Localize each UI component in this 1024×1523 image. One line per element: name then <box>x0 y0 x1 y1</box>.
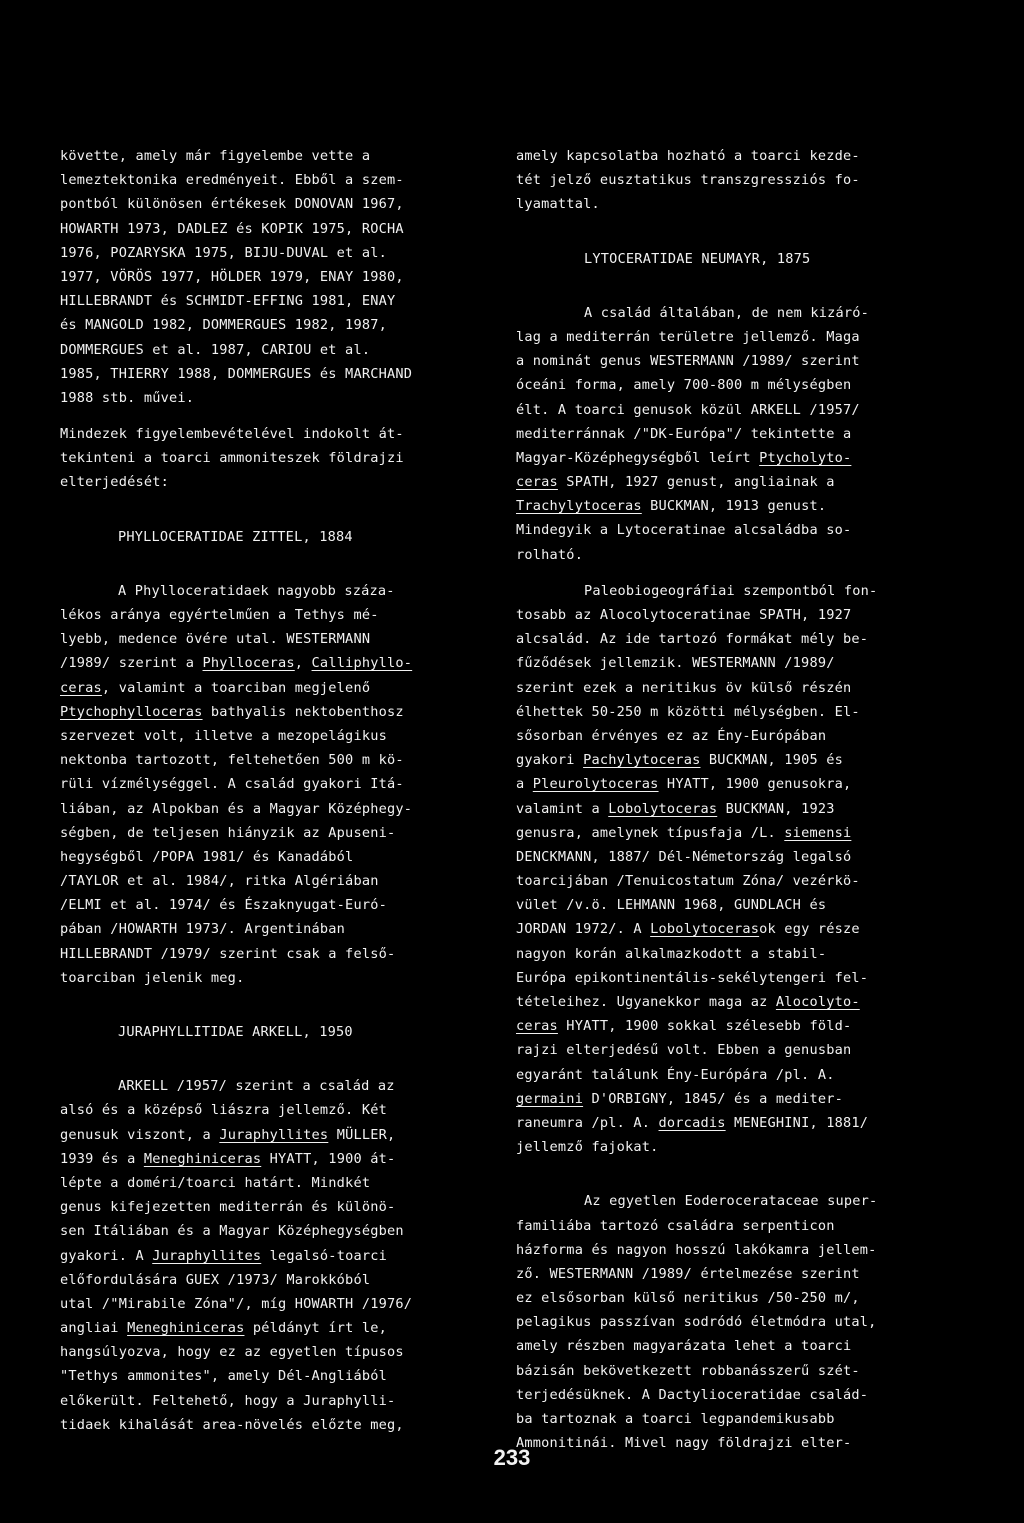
paragraph-lytoceratidae <box>516 301 956 567</box>
text-run: D'ORBIGNY, 1845/ és a mediter- <box>583 1090 843 1107</box>
text-line: mediterránnak /"DK-Európa"/ tekintette a <box>516 425 852 442</box>
spacer <box>60 410 490 422</box>
text-line <box>60 1316 490 1340</box>
text-line <box>516 748 956 772</box>
text-line: sen Itáliában és a Magyar Középhegységben <box>60 1223 404 1240</box>
text-line: élt. A toarci genusok közül ARKELL /1957/ <box>516 401 860 418</box>
text-line: rajzi elterjedésű volt. Ebben a genusban <box>516 1042 852 1059</box>
text-run: Magyar-Középhegységből leírt <box>516 449 760 466</box>
text-run: MÜLLER, <box>328 1126 396 1143</box>
genus-name: ceras <box>516 1018 558 1035</box>
paragraph-overview <box>60 422 490 495</box>
text-line: szervezet volt, illetve a mezopelágikus <box>60 727 387 744</box>
left-column <box>60 144 490 1437</box>
text-run: genusuk viszont, a <box>60 1126 220 1143</box>
text-line: amely kapcsolatba hozható a toarci kezde- <box>516 148 860 164</box>
text-run: gyakori. A <box>60 1247 153 1264</box>
text-line <box>60 1147 490 1171</box>
text-line: amely részben magyarázata lehet a toarci <box>516 1338 852 1355</box>
genus-name: Lobolytoceras <box>650 921 760 938</box>
text-run: valamint a <box>516 800 609 817</box>
text-line: jellemző fajokat. <box>516 1139 659 1156</box>
text-line: és MANGOLD 1982, DOMMERGUES 1982, 1987, <box>60 317 387 334</box>
genus-name: Alocolyto- <box>775 994 860 1010</box>
text-line: toarcijában /Tenuicostatum Zóna/ vezérkö- <box>516 873 860 890</box>
text-run: BUCKMAN, 1913 genust. <box>641 498 827 515</box>
text-line: Mindegyik a Lytoceratinae alcsaládba so- <box>516 522 852 539</box>
text-run: JORDAN 1972/. A <box>516 921 651 938</box>
text-run: legalsó-toarci <box>261 1247 387 1264</box>
text-line: ba tartoznak a toarci legpandemikusabb <box>516 1411 835 1427</box>
text-line: 1977, VÖRÖS 1977, HÖLDER 1979, ENAY 1980, <box>60 268 404 285</box>
text-line: tekinteni a toarci ammoniteszek földrajzi <box>60 450 404 467</box>
genus-name: Lobolytoceras <box>608 800 718 817</box>
text-line: alsó és a középső liászra jellemző. Két <box>60 1102 387 1119</box>
text-run: MENEGHINI, 1881/ <box>725 1114 869 1131</box>
text-run: példányt írt le, <box>244 1320 387 1337</box>
text-line: lyamattal. <box>516 196 600 213</box>
text-line: pontból különösen értékesek DONOVAN 1967, <box>60 196 404 213</box>
text-run: gyakori <box>516 752 584 769</box>
text-line: egyaránt találunk Ény-Európára /pl. A. <box>516 1066 835 1083</box>
text-line: A Phylloceratidaek nagyobb száza- <box>118 582 395 599</box>
text-run: BUCKMAN, 1905 és <box>700 752 843 769</box>
text-line <box>60 651 490 675</box>
text-line: "Tethys ammonites", amely Dél-Angliából <box>60 1368 387 1385</box>
text-line <box>60 700 490 724</box>
text-line: DOMMERGUES et al. 1987, CARIOU et al. <box>60 341 371 358</box>
text-line <box>516 1014 956 1038</box>
spacer <box>60 1044 490 1074</box>
genus-name: Trachylytoceras <box>516 498 642 515</box>
text-line: lemeztektonika eredményeit. Ebből a szem- <box>60 172 404 189</box>
text-line: a nominát genus WESTERMANN /1989/ szerint <box>516 353 860 370</box>
text-line: nagyon korán alkalmazkodott a stabil- <box>516 945 827 962</box>
spacer <box>516 1159 956 1189</box>
text-line: elterjedését: <box>60 474 169 491</box>
text-line: ségben, de teljesen hiányzik az Apuseni- <box>60 824 396 841</box>
text-line <box>516 470 956 494</box>
text-line: /TAYLOR et al. 1984/, ritka Algériában <box>60 873 379 890</box>
text-line: 1988 stb. művei. <box>60 389 195 406</box>
text-run: 1939 és a <box>60 1150 144 1167</box>
genus-name: Pachylytoceras <box>583 752 701 769</box>
text-line: DENCKMANN, 1887/ Dél-Németország legalsó <box>516 848 852 865</box>
text-line <box>516 1087 956 1111</box>
section-heading-juraphyllitidae: JURAPHYLLITIDAE ARKELL, 1950 <box>118 1024 353 1040</box>
text-line <box>516 990 956 1014</box>
paragraph-continuation <box>516 144 956 217</box>
text-line: Paleobiogeográfiai szempontból fon- <box>584 582 878 599</box>
text-run: genusra, amelynek típusfaja /L. <box>516 824 785 841</box>
text-run: HYATT, 1900 sokkal szélesebb föld- <box>557 1018 852 1035</box>
text-run: raneumra /pl. A. <box>516 1114 659 1131</box>
text-line: ez elsősorban külső neritikus /50-250 m/, <box>516 1290 860 1307</box>
species-name: dorcadis <box>658 1114 726 1131</box>
text-line: tét jelző eusztatikus transzgressziós fo- <box>516 172 860 189</box>
genus-name: Juraphyllites <box>219 1126 329 1143</box>
text-line <box>516 821 956 845</box>
text-line: genus kifejezetten mediterrán és különö- <box>60 1199 396 1216</box>
spacer <box>516 567 956 579</box>
text-run: , <box>294 655 312 672</box>
species-name: germaini <box>516 1090 584 1107</box>
text-line: szerint ezek a neritikus öv külső részén <box>516 679 852 696</box>
genus-name: ceras <box>60 679 102 696</box>
text-line: vület /v.ö. LEHMANN 1968, GUNDLACH és <box>516 897 827 914</box>
text-run: HYATT, 1900 genusokra, <box>658 776 852 793</box>
text-line: sősorban érvényes ez az Ény-Európában <box>516 727 827 744</box>
text-run: HYATT, 1900 át- <box>261 1150 396 1167</box>
text-line: tidaek kihalását area-növelés előzte meg, <box>60 1416 404 1433</box>
text-line: alcsalád. Az ide tartozó formákat mély be- <box>516 631 869 648</box>
text-line: lag a mediterrán területre jellemző. Maga <box>516 328 860 345</box>
text-run: /1989/ szerint a <box>60 655 203 672</box>
text-line: hegységből /POPA 1981/ és Kanadából <box>60 848 354 865</box>
paragraph-eoderocerataceae <box>516 1189 956 1455</box>
right-column <box>516 144 956 1455</box>
text-line: A család általában, de nem kizáró- <box>584 304 870 321</box>
text-line: ző. WESTERMANN /1989/ értelmezése szerint <box>516 1265 860 1282</box>
paragraph-juraphyllitidae <box>60 1074 490 1437</box>
text-line: pelagikus passzívan sodródó életmódra utal, <box>516 1314 877 1331</box>
page-number: 233 <box>493 1445 531 1470</box>
paragraph-phylloceratidae <box>60 579 490 990</box>
text-run: bathyalis nektobenthosz <box>202 703 404 720</box>
section-heading-lytoceratidae: LYTOCERATIDAE NEUMAYR, 1875 <box>584 250 811 267</box>
text-line: lyebb, medence övére utal. WESTERMANN <box>60 631 371 648</box>
text-run: angliai <box>60 1320 128 1337</box>
species-name: siemensi <box>784 824 852 841</box>
section-heading-phylloceratidae: PHYLLOCERATIDAE ZITTEL, 1884 <box>118 528 353 545</box>
genus-name: Ptycholyto- <box>759 449 852 466</box>
genus-name: Calliphyllo- <box>311 655 413 672</box>
paragraph-intro <box>60 144 490 410</box>
text-line: előkerült. Feltehető, hogy a Juraphylli- <box>60 1392 396 1409</box>
text-line: HOWARTH 1973, DADLEZ és KOPIK 1975, ROCHA <box>60 220 404 237</box>
spacer <box>60 495 490 525</box>
text-line: bázisán bekövetkezett robbanásszerű szét- <box>516 1362 860 1379</box>
text-line: Mindezek figyelembevételével indokolt át- <box>60 426 404 443</box>
text-line <box>516 917 956 941</box>
genus-name: Pleurolytoceras <box>532 776 659 793</box>
text-line: élhettek 50-250 m közötti mélységben. El- <box>516 703 860 720</box>
text-line <box>516 1111 956 1135</box>
text-line <box>516 494 956 518</box>
text-line <box>60 676 490 700</box>
text-line: /ELMI et al. 1974/ és Északnyugat-Euró- <box>60 897 387 914</box>
genus-name: Meneghiniceras <box>127 1320 245 1337</box>
text-line: követte, amely már figyelembe vette a <box>60 148 371 164</box>
text-line: lékos aránya egyértelműen a Tethys mé- <box>60 607 379 623</box>
text-line <box>60 1123 490 1147</box>
text-line: tosabb az Alocolytoceratinae SPATH, 1927 <box>516 607 852 623</box>
text-line <box>516 446 956 470</box>
text-line: liában, az Alpokban és a Magyar Középhegy- <box>60 800 413 817</box>
text-line: familiába tartozó családra serpenticon <box>516 1217 835 1234</box>
paragraph-alocolytoceratinae <box>516 579 956 1160</box>
text-line: Ammonitinái. Mivel nagy földrajzi elter- <box>516 1435 852 1452</box>
text-line: toarciban jelenik meg. <box>60 969 245 986</box>
text-line: Európa epikontinentális-sekélytengeri fel- <box>516 969 869 986</box>
genus-name: Ptychophylloceras <box>60 703 203 720</box>
text-line: 1985, THIERRY 1988, DOMMERGUES és MARCHAND <box>60 365 413 382</box>
text-line: fűződések jellemzik. WESTERMANN /1989/ <box>516 655 835 672</box>
text-run: , valamint a toarciban megjelenő <box>101 679 371 696</box>
text-line <box>60 1244 490 1268</box>
genus-name: ceras <box>516 474 558 491</box>
text-line: házforma és nagyon hosszú lakókamra jellem- <box>516 1241 877 1258</box>
text-line: rüli vízmélységgel. A család gyakori Itá- <box>60 776 404 793</box>
text-line: pában /HOWARTH 1973/. Argentinában <box>60 921 346 938</box>
text-run: tételeihez. Ugyanekkor maga az <box>516 994 776 1010</box>
text-run: SPATH, 1927 genust, angliainak a <box>557 474 835 491</box>
text-line: lépte a doméri/toarci határt. Mindkét <box>60 1174 371 1191</box>
text-line: 1976, POZARYSKA 1975, BIJU-DUVAL et al. <box>60 244 387 261</box>
text-run: a <box>516 776 533 793</box>
text-line: Az egyetlen Eoderocerataceae super- <box>584 1193 878 1210</box>
text-line <box>516 772 956 796</box>
text-line: előfordulására GUEX /1973/ Marokkóból <box>60 1271 371 1288</box>
text-line <box>516 797 956 821</box>
text-line: hangsúlyozva, hogy ez az egyetlen típusos <box>60 1344 404 1361</box>
genus-name: Juraphyllites <box>152 1247 262 1264</box>
text-line: HILLEBRANDT és SCHMIDT-EFFING 1981, ENAY <box>60 293 396 310</box>
genus-name: Phylloceras <box>202 655 295 672</box>
text-line: HILLEBRANDT /1979/ szerint csak a felső- <box>60 945 396 962</box>
text-run: BUCKMAN, 1923 <box>717 800 835 817</box>
text-line: rolható. <box>516 546 584 563</box>
text-line: ARKELL /1957/ szerint a család az <box>118 1078 395 1095</box>
text-run: ok egy része <box>759 921 860 938</box>
text-line: óceáni forma, amely 700-800 m mélységben <box>516 377 852 394</box>
text-line: nektonba tartozott, feltehetően 500 m kö- <box>60 752 404 769</box>
text-line: terjedésüknek. A Dactylioceratidae család- <box>516 1386 869 1403</box>
spacer <box>516 271 956 301</box>
text-line: utal /"Mirabile Zóna"/, míg HOWARTH /1976/ <box>60 1295 413 1312</box>
spacer <box>60 990 490 1020</box>
spacer <box>60 549 490 579</box>
genus-name: Meneghiniceras <box>143 1150 262 1167</box>
spacer <box>516 217 956 247</box>
